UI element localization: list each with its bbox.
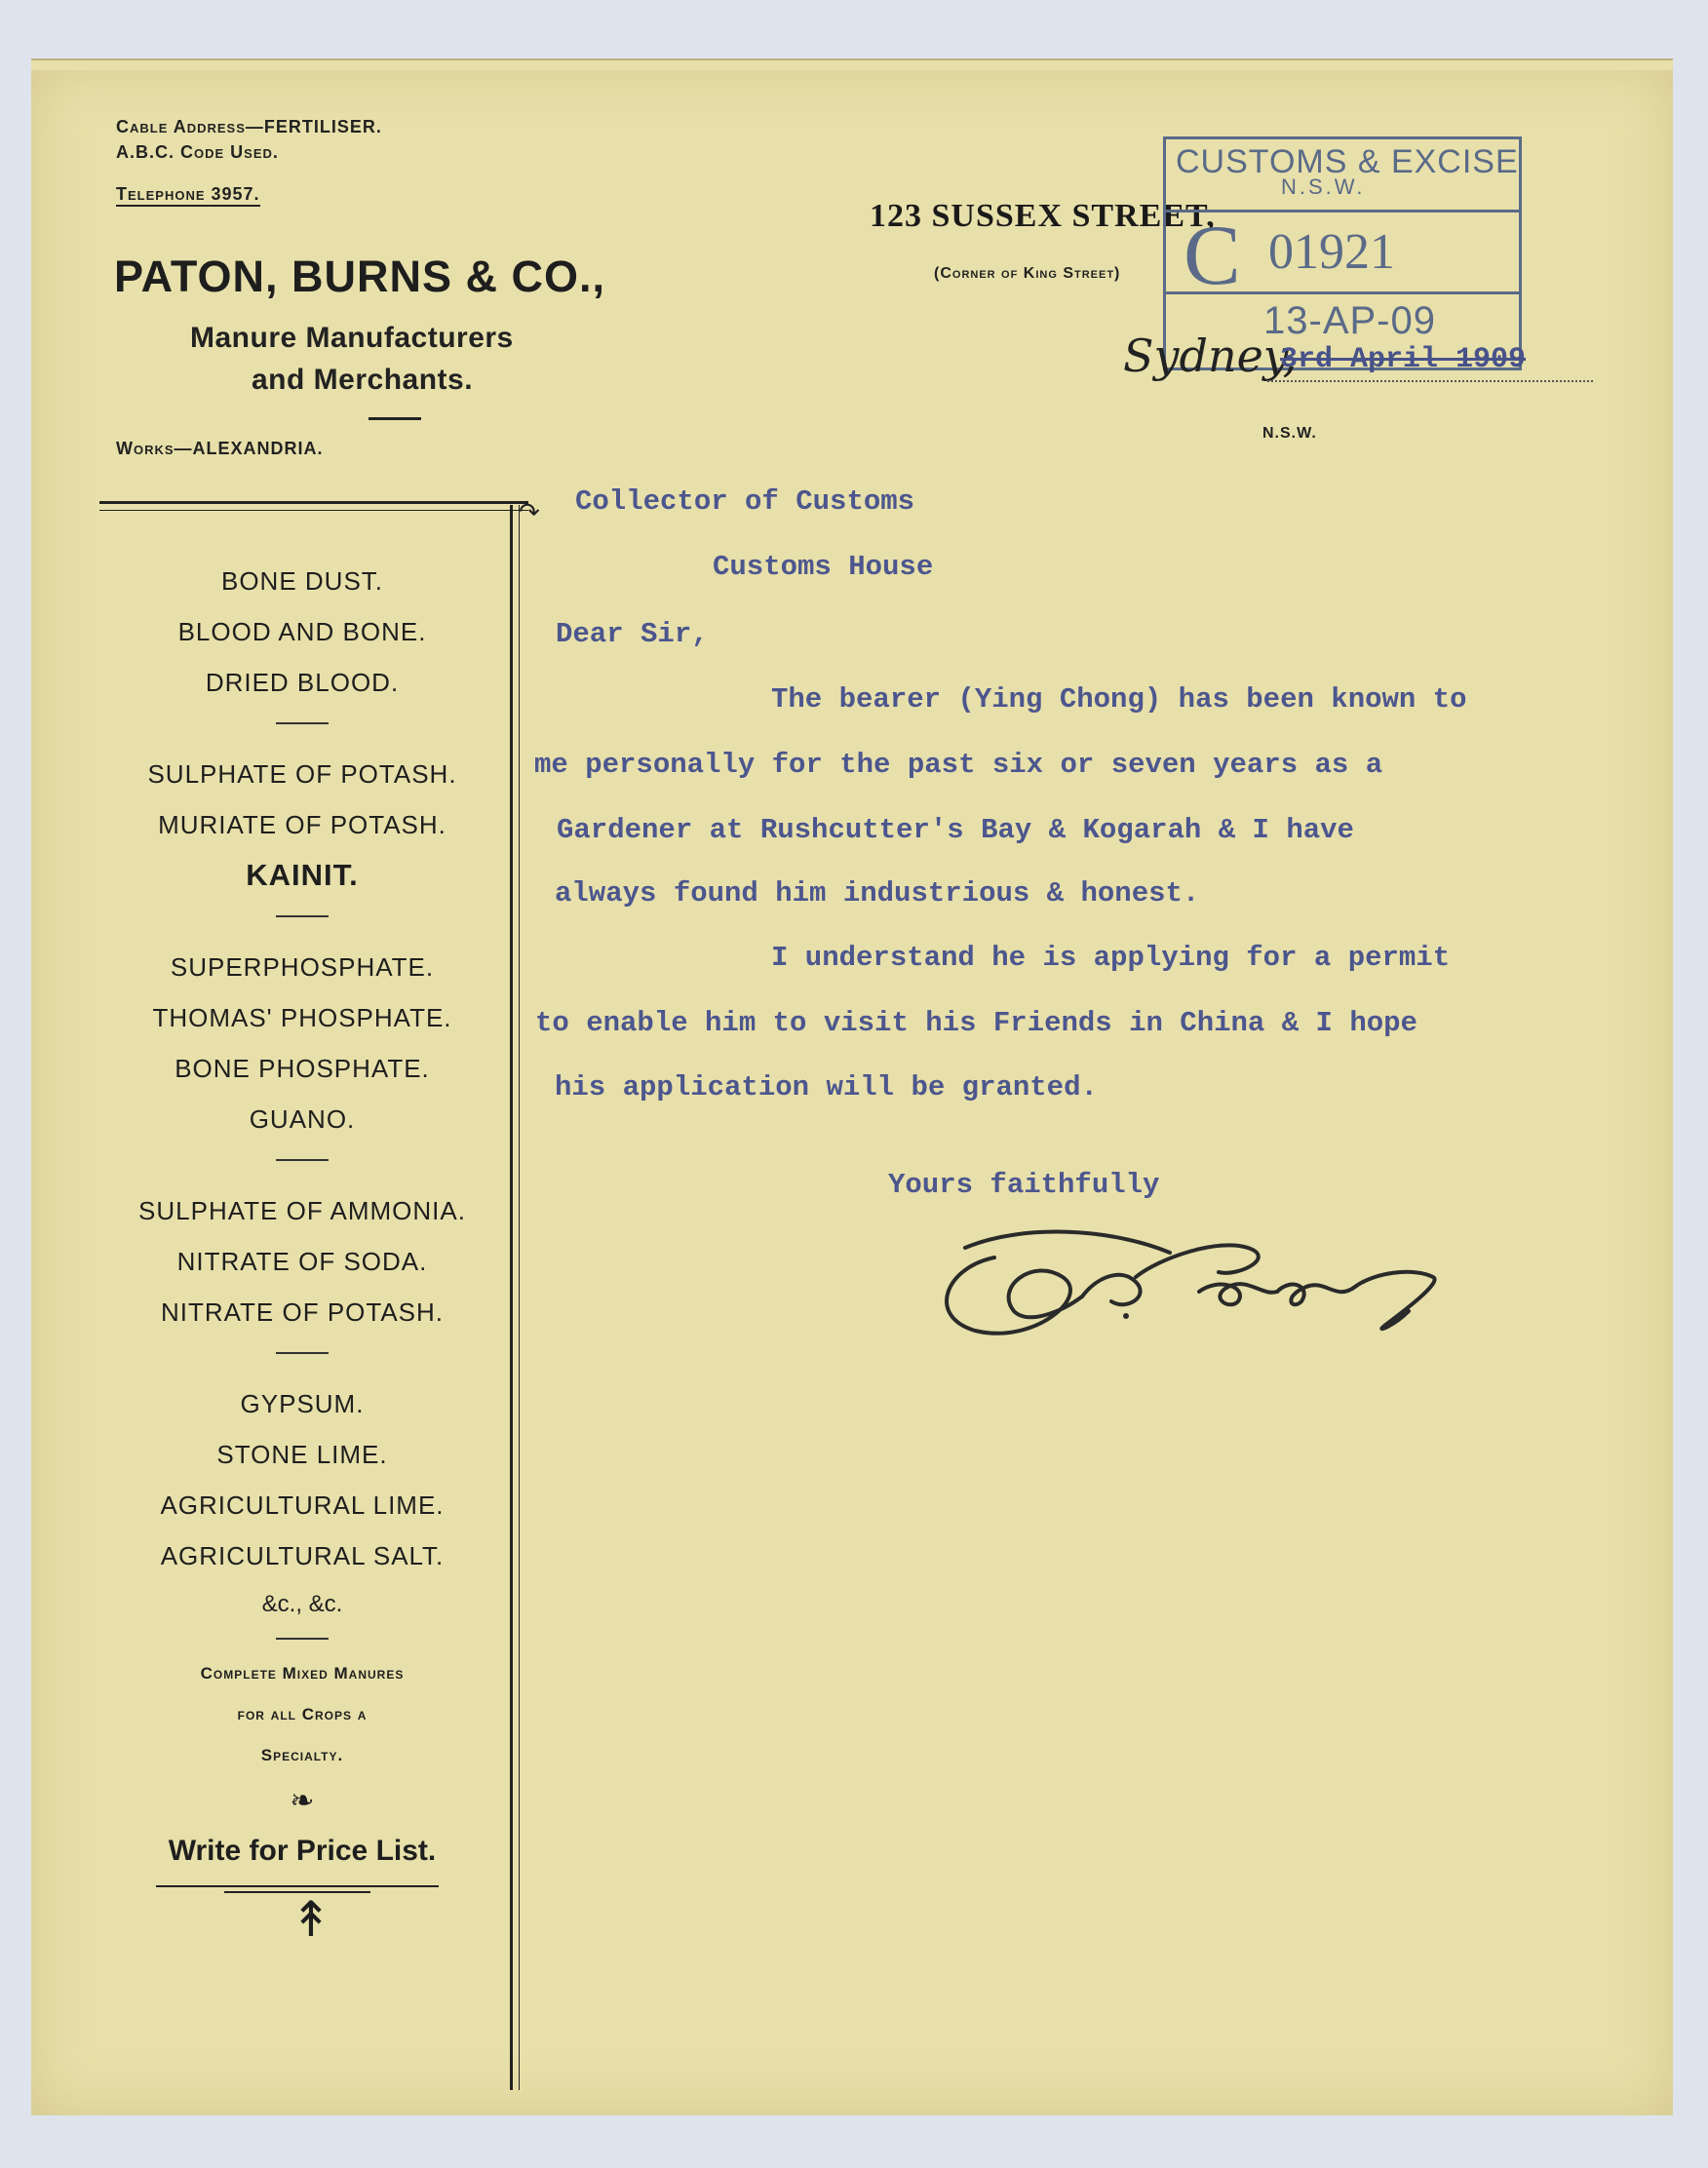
body-line: I understand he is applying for a permit	[771, 942, 1451, 974]
product-item: AGRICULTURAL LIME.	[160, 1490, 445, 1520]
product-item: GUANO.	[249, 1104, 356, 1134]
signature-icon	[926, 1219, 1453, 1355]
horizontal-rule	[99, 501, 528, 511]
divider	[276, 722, 329, 724]
stamp-date: 13-AP-09	[1263, 299, 1436, 342]
product-item: AGRICULTURAL SALT.	[160, 1541, 445, 1570]
street-address: 123 SUSSEX STREET,	[870, 198, 1216, 234]
stamp-letter: C	[1184, 209, 1241, 303]
product-item: SULPHATE OF AMMONIA.	[138, 1196, 466, 1225]
specialty-line-2: for all Crops a	[237, 1705, 368, 1723]
product-item: BONE PHOSPHATE.	[175, 1054, 430, 1083]
abc-code: A.B.C. Code Used.	[116, 142, 279, 162]
company-name: PATON, BURNS & CO.,	[114, 252, 606, 301]
divider	[369, 417, 421, 420]
state-label: N.S.W.	[1262, 425, 1317, 442]
closing: Yours faithfully	[888, 1169, 1160, 1201]
addressee-line-1: Collector of Customs	[575, 485, 915, 518]
stamp-rule	[1166, 291, 1519, 294]
product-item: BONE DUST.	[220, 566, 384, 596]
divider	[276, 1352, 329, 1354]
price-list-note: Write for Price List.	[168, 1835, 437, 1867]
divider	[276, 1638, 329, 1640]
works-location: Works—ALEXANDRIA.	[116, 439, 324, 458]
telephone: Telephone 3957.	[116, 184, 260, 207]
product-list	[102, 556, 502, 1975]
body-line: always found him industrious & honest.	[555, 877, 1200, 910]
letter-date: 3rd April 1909	[1280, 343, 1527, 376]
rule-hook-icon: ↷	[519, 497, 540, 526]
vertical-rule	[510, 505, 520, 2090]
etc-label: &c., &c.	[261, 1591, 343, 1617]
tagline-1: Manure Manufacturers	[190, 322, 514, 354]
address-corner: (Corner of King Street)	[934, 265, 1121, 282]
fleuron-icon: ❧	[290, 1785, 315, 1817]
product-item: NITRATE OF SODA.	[176, 1247, 428, 1276]
salutation: Dear Sir,	[556, 618, 709, 650]
product-item: DRIED BLOOD.	[205, 668, 400, 697]
product-item: SULPHATE OF POTASH.	[147, 759, 457, 789]
specialty-line-1: Complete Mixed Manures	[200, 1664, 405, 1683]
divider	[276, 1159, 329, 1161]
torn-edge	[31, 58, 1673, 70]
specialty-line-3: Specialty.	[260, 1746, 344, 1764]
body-line: his application will be granted.	[555, 1071, 1098, 1103]
addressee-line-2: Customs House	[713, 551, 934, 583]
product-item: SUPERPHOSPHATE.	[170, 952, 435, 982]
bottom-ornament	[102, 1878, 502, 1975]
divider	[276, 915, 329, 917]
stamp-title: CUSTOMS & EXCISE	[1176, 143, 1519, 180]
body-line: me personally for the past six or seven years as a	[534, 749, 1383, 781]
stamp-state: N.S.W.	[1281, 174, 1366, 199]
date-dotted-line	[1267, 380, 1593, 382]
product-item: NITRATE OF POTASH.	[160, 1297, 445, 1327]
product-item: STONE LIME.	[216, 1440, 388, 1469]
tagline-2: and Merchants.	[252, 364, 474, 396]
cable-address: Cable Address—FERTILISER.	[116, 117, 382, 136]
ornament-rule	[156, 1885, 439, 1887]
stamp-number: 01921	[1268, 224, 1395, 280]
product-item: BLOOD AND BONE.	[177, 617, 427, 646]
product-item: GYPSUM.	[240, 1389, 365, 1418]
body-line: Gardener at Rushcutter's Bay & Kogarah & I have	[557, 814, 1354, 846]
product-item: KAINIT.	[246, 858, 359, 892]
arrow-ornament-icon: ↟	[291, 1892, 331, 1947]
product-item: MURIATE OF POTASH.	[158, 810, 446, 839]
body-line: to enable him to visit his Friends in China & I hope	[535, 1007, 1417, 1039]
product-item: THOMAS' PHOSPHATE.	[152, 1003, 452, 1032]
city-script: Sydney,	[1123, 329, 1298, 382]
body-line: The bearer (Ying Chong) has been known to	[771, 683, 1467, 716]
